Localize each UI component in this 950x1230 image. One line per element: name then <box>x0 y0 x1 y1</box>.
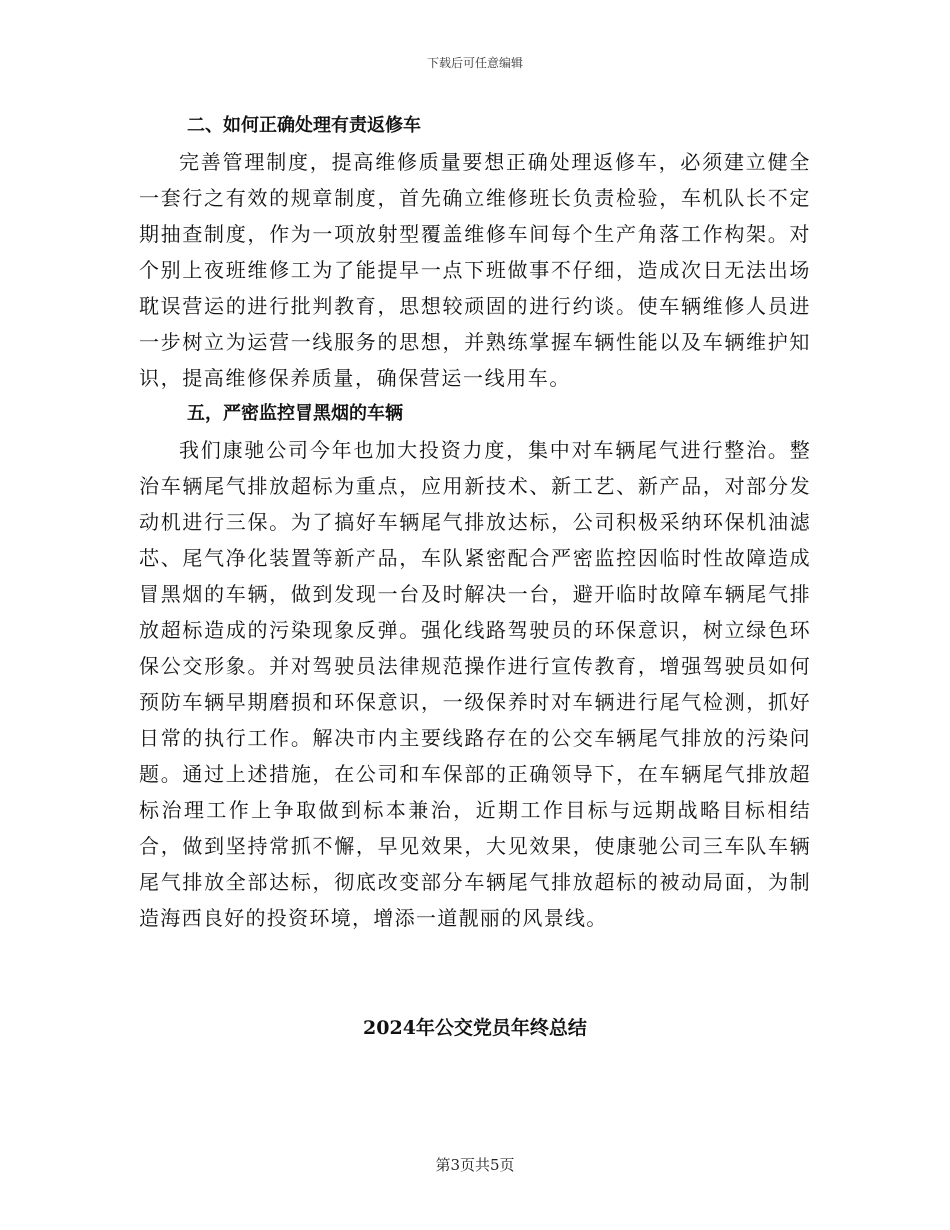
section-heading-black-smoke: 五，严密监控冒黑烟的车辆 <box>187 403 403 424</box>
section-paragraph-black-smoke: 我们康驰公司今年也加大投资力度，集中对车辆尾气进行整治。整治车辆尾气排放超标为重点，应用新技术、新工艺、新产品，对部分发动机进行三保。为了搞好车辆尾气排放达标，公司积极采纳环保机油滤芯、尾气净化装置等新产品，车队紧密配合严密监控因临时性故障造成冒黑烟的车辆，做到发现一台及时解决一台，避开临时故障车辆尾气排放超标造成的污染现象反弹。强化线路驾驶员的环保意识，树立绿色环保公交形象。并对驾驶员法律规范操作进行宣传教育，增强驾驶员如何预防车辆早期磨损和环保意识，一级保养时对车辆进行尾气检测，抓好日常的执行工作。解决市内主要线路存在的公交车辆尾气排放的污染问题。通过上述措施，在公司和车保部的正确领导下，在车辆尾气排放超标治理工作上争取做到标本兼治，近期工作目标与远期战略目标相结合，做到坚持常抓不懈，早见效果，大见效果，使康驰公司三车队车辆尾气排放全部达标，彻底改变部分车辆尾气排放超标的被动局面，为制造海西良好的投资环境，增添一道靓丽的风景线。 <box>139 438 811 930</box>
document-title: 2024年公交党员年终总结 <box>363 1017 587 1039</box>
section-heading-repair: 二、如何正确处理有责返修车 <box>187 115 421 136</box>
header-note: 下载后可任意编辑 <box>426 56 523 70</box>
document-body <box>139 108 811 936</box>
section-paragraph-repair: 完善管理制度，提高维修质量要想正确处理返修车，必须建立健全一套行之有效的规章制度，首先确立维修班长负责检验，车机队长不定期抽查制度，作为一项放射型覆盖维修车间每个生产角落工作构架。对个别上夜班维修工为了能提早一点下班做事不仔细，造成次日无法出场耽误营运的进行批判教育，思想较顽固的进行约谈。使车辆维修人员进一步树立为运营一线服务的思想，并熟练掌握车辆性能以及车辆维护知识，提高维修保养质量，确保营运一线用车。 <box>139 150 811 390</box>
page-number: 第3页共5页 <box>435 1156 515 1174</box>
